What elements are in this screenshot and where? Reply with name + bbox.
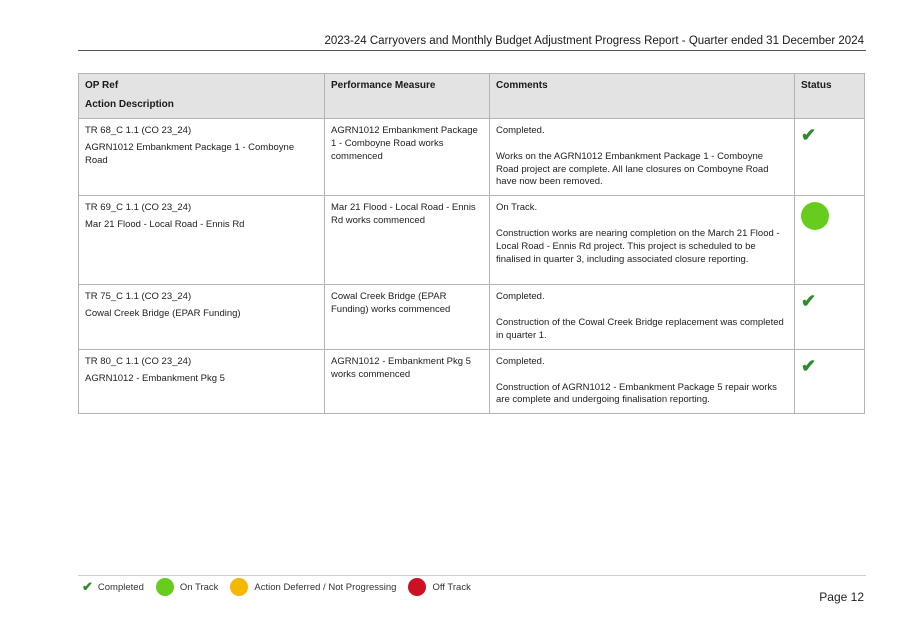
on-track-dot-icon: [156, 578, 174, 596]
table-row: [79, 285, 865, 349]
performance-measure-cell: [325, 196, 490, 285]
completed-check-icon: ✔: [82, 579, 93, 594]
report-title: 2023-24 Carryovers and Monthly Budget Adjustment Progress Report - Quarter ended 31 December 2024: [324, 35, 864, 47]
performance-measure: Cowal Creek Bridge (EPAR Funding) works commenced: [331, 291, 451, 316]
op-ref-cell: [79, 119, 325, 196]
comment-status: On Track.: [496, 202, 538, 214]
progress-table: [78, 73, 865, 414]
comment-detail: Construction works are nearing completion on the March 21 Flood - Local Road - Ennis Rd project. This project is scheduled to be finalised in quarter 3, including associated closure reporting.: [496, 228, 780, 265]
action-description: Mar 21 Flood - Local Road - Ennis Rd: [85, 219, 245, 231]
deferred-dot-icon: [230, 578, 248, 596]
performance-measure: Mar 21 Flood - Local Road - Ennis Rd works commenced: [331, 202, 476, 227]
status-cell: [795, 349, 865, 413]
performance-measure-header: Performance Measure: [325, 74, 490, 119]
op-ref-header: [79, 74, 325, 119]
comment-detail: Construction of the Cowal Creek Bridge replacement was completed in quarter 1.: [496, 317, 784, 341]
status-header: Status: [795, 74, 865, 119]
completed-check-icon: ✔: [801, 125, 817, 145]
status-cell: [795, 285, 865, 349]
action-description: AGRN1012 - Embankment Pkg 5: [85, 372, 225, 384]
comments-cell: [490, 119, 795, 196]
header-divider: [78, 50, 866, 51]
legend-completed: [82, 579, 144, 595]
performance-measure: AGRN1012 Embankment Package 1 - Comboyne Road works commenced: [331, 125, 478, 162]
footer-divider: [78, 575, 866, 576]
op-ref: TR 80_C 1.1 (CO 23_24): [85, 355, 192, 367]
op-ref: TR 75_C 1.1 (CO 23_24): [85, 291, 192, 303]
page-number: Page 12: [819, 590, 864, 604]
status-cell: [795, 196, 865, 285]
op-ref: TR 69_C 1.1 (CO 23_24): [85, 202, 192, 214]
legend-off-track-label: Off Track: [432, 581, 471, 593]
op-ref-header-label: OP Ref: [85, 80, 119, 91]
completed-check-icon: ✔: [801, 291, 817, 312]
comment-status: Completed.: [496, 355, 545, 367]
action-description: AGRN1012 Embankment Package 1 - Comboyne Road: [85, 142, 295, 166]
status-legend: [82, 578, 483, 596]
op-ref-cell: [79, 196, 325, 285]
performance-measure: AGRN1012 - Embankment Pkg 5 works commenced: [331, 355, 471, 380]
completed-check-icon: ✔: [801, 355, 817, 376]
comment-status: Completed.: [496, 291, 545, 303]
on-track-dot-icon: [801, 202, 829, 230]
legend-on-track: [156, 578, 219, 596]
table-row: [79, 196, 865, 285]
performance-measure-cell: [325, 119, 490, 196]
action-description-header-label: Action Description: [85, 99, 174, 110]
legend-deferred: [230, 578, 396, 596]
op-ref: TR 68_C 1.1 (CO 23_24): [85, 125, 192, 136]
comment-detail: Works on the AGRN1012 Embankment Package 1 - Comboyne Road project are complete. All lane closures on Comboyne Road have now been removed.: [496, 150, 769, 188]
legend-on-track-label: On Track: [179, 581, 219, 593]
comments-cell: [490, 196, 795, 285]
table-row: [79, 119, 865, 196]
legend-deferred-label: Action Deferred / Not Progressing: [254, 581, 397, 593]
table-row: [79, 349, 865, 413]
comment-status: Completed.: [496, 125, 545, 136]
comments-cell: [490, 349, 795, 413]
status-cell: [795, 119, 865, 196]
performance-measure-cell: [325, 349, 490, 413]
action-description: Cowal Creek Bridge (EPAR Funding): [85, 308, 241, 320]
table-header-row: [79, 74, 865, 119]
off-track-dot-icon: [408, 578, 426, 596]
performance-measure-cell: [325, 285, 490, 349]
comment-detail: Construction of AGRN1012 - Embankment Package 5 repair works are complete and undergoing finalisation reporting.: [496, 381, 777, 406]
legend-off-track: [408, 578, 470, 596]
comments-cell: [490, 285, 795, 349]
op-ref-cell: [79, 349, 325, 413]
comments-header: Comments: [490, 74, 795, 119]
legend-completed-label: Completed: [97, 581, 144, 593]
op-ref-cell: [79, 285, 325, 349]
